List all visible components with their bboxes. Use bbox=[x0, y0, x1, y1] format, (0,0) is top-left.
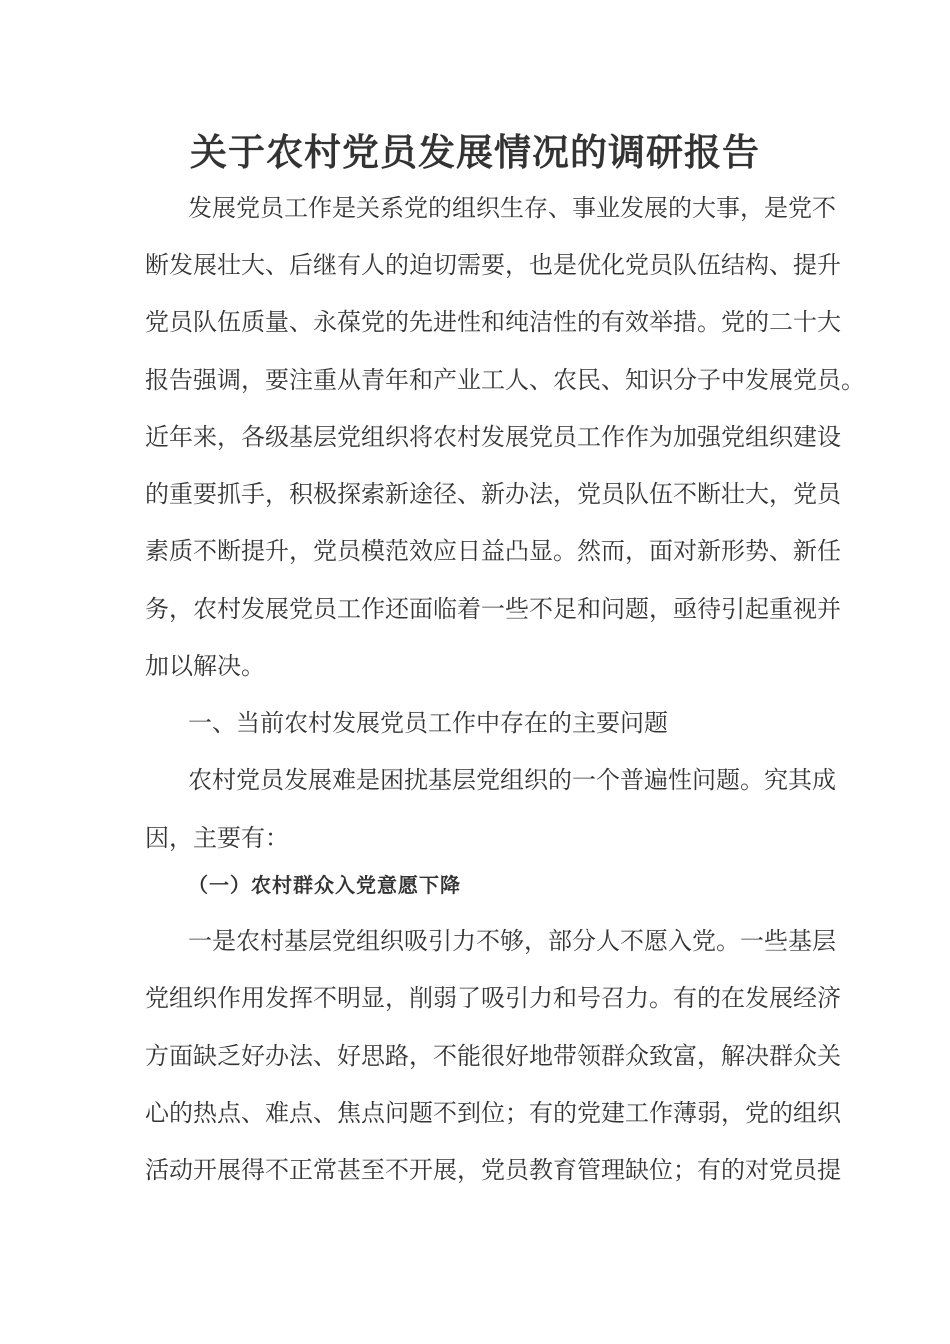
paragraph-line: 素质不断提升，党员模范效应日益凸显。然而，面对新形势、新任 bbox=[145, 537, 841, 565]
document-title: 关于农村党员发展情况的调研报告 bbox=[190, 131, 760, 174]
paragraph-line: 党组织作用发挥不明显，削弱了吸引力和号召力。有的在发展经济 bbox=[145, 984, 841, 1012]
paragraph-line: 方面缺乏好办法、好思路，不能很好地带领群众致富，解决群众关 bbox=[145, 1042, 841, 1070]
paragraph-line: 加以解决。 bbox=[145, 652, 265, 680]
paragraph-line: 报告强调，要注重从青年和产业工人、农民、知识分子中发展党员。 bbox=[145, 366, 865, 394]
paragraph-line: 发展党员工作是关系党的组织生存、事业发展的大事，是党不 bbox=[188, 194, 836, 222]
paragraph-line: 务，农村发展党员工作还面临着一些不足和问题，亟待引起重视并 bbox=[145, 595, 841, 623]
section-heading: 一、当前农村发展党员工作中存在的主要问题 bbox=[188, 709, 668, 737]
paragraph-line: 党员队伍质量、永葆党的先进性和纯洁性的有效举措。党的二十大 bbox=[145, 308, 841, 336]
paragraph-line: 心的热点、难点、焦点问题不到位；有的党建工作薄弱，党的组织 bbox=[145, 1099, 841, 1127]
paragraph-line: 农村党员发展难是困扰基层党组织的一个普遍性问题。究其成 bbox=[188, 766, 836, 794]
paragraph-line: 近年来，各级基层党组织将农村发展党员工作作为加强党组织建设 bbox=[145, 423, 841, 451]
paragraph-line: 断发展壮大、后继有人的迫切需要，也是优化党员队伍结构、提升 bbox=[145, 251, 841, 279]
paragraph-line: 因，主要有： bbox=[145, 824, 289, 852]
paragraph-line: 活动开展得不正常甚至不开展，党员教育管理缺位；有的对党员提 bbox=[145, 1156, 841, 1184]
paragraph-line: 的重要抓手，积极探索新途径、新办法，党员队伍不断壮大，党员 bbox=[145, 480, 841, 508]
subsection-heading: （一）农村群众入党意愿下降 bbox=[188, 873, 461, 897]
paragraph-line: 一是农村基层党组织吸引力不够，部分人不愿入党。一些基层 bbox=[188, 927, 836, 955]
